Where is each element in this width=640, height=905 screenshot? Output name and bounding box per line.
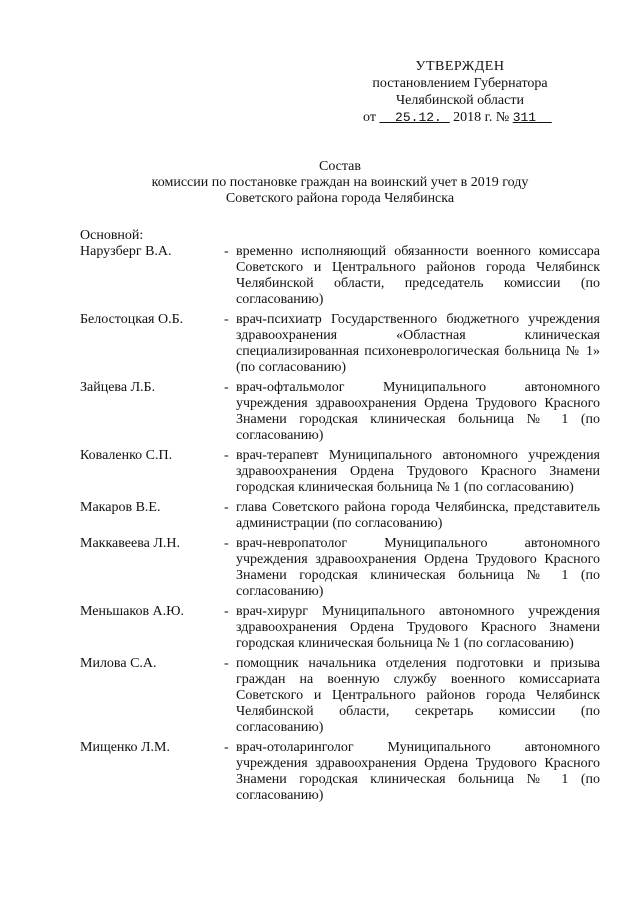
approval-line-2: Челябинской области — [396, 93, 524, 108]
title-line-2: комиссии по постановке граждан на воинский учет в 2019 году — [151, 175, 529, 190]
member-row — [80, 656, 600, 736]
approval-line-1: постановлением Губернатора — [372, 76, 548, 91]
member-role: временно исполняющий обязанности военного комиссара Советского и Центрального районов города Челябинск Челябинской области, председатель комиссии (по согласованию) — [236, 244, 600, 307]
approval-block — [360, 58, 560, 126]
member-name: Маккавеева Л.Н. — [80, 536, 180, 551]
member-dash: - — [224, 536, 229, 551]
member-dash: - — [224, 312, 229, 327]
member-row — [80, 244, 600, 308]
approval-date-line — [360, 109, 560, 126]
member-role: врач-офтальмолог Муниципального автономного учреждения здравоохранения Ордена Трудового Красного Знамени городская клиническая больница № 1 (по согласованию) — [236, 380, 600, 443]
member-role: врач-терапевт Муниципального автономного учреждения здравоохранения Ордена Трудового Красного Знамени городская клиническая больница № 1 (по согласованию) — [236, 448, 600, 495]
member-row — [80, 312, 600, 376]
title-line-3: Советского района города Челябинска — [225, 191, 455, 206]
member-row — [80, 448, 600, 496]
member-role: глава Советского района города Челябинска, представитель администрации (по согласованию) — [236, 500, 600, 531]
member-name: Зайцева Л.Б. — [80, 380, 156, 395]
date-year: 2018 г. № — [453, 110, 510, 125]
member-name: Мищенко Л.М. — [80, 740, 170, 755]
member-role: врач-психиатр Государственного бюджетного учреждения здравоохранения «Областная клиническая специализированная психоневрологическая больница № 1» (по согласованию) — [236, 312, 600, 375]
member-role: врач-невропатолог Муниципального автономного учреждения здравоохранения Ордена Трудового Красного Знамени городская клиническая больница № 1 (по согласованию) — [236, 536, 600, 599]
member-role: врач-отоларинголог Муниципального автономного учреждения здравоохранения Ордена Трудового Красного Знамени городская клиническая больница № 1 (по согласованию) — [236, 740, 600, 803]
section-label: Основной: — [80, 228, 144, 243]
date-prefix: от — [363, 110, 376, 125]
member-dash: - — [224, 740, 229, 755]
approval-heading: УТВЕРЖДЕН — [415, 59, 505, 74]
member-name: Коваленко С.П. — [80, 448, 173, 463]
member-role: врач-хирург Муниципального автономного учреждения здравоохранения Ордена Трудового Красного Знамени городская клиническая больница № 1 (по согласованию) — [236, 604, 600, 651]
member-name: Макаров В.Е. — [80, 500, 161, 515]
member-name: Милова С.А. — [80, 656, 157, 671]
member-row — [80, 740, 600, 804]
document-title — [80, 159, 600, 207]
member-row — [80, 536, 600, 600]
member-row — [80, 500, 600, 532]
member-dash: - — [224, 448, 229, 463]
member-dash: - — [224, 500, 229, 515]
title-line-1: Состав — [318, 159, 361, 174]
member-dash: - — [224, 604, 229, 619]
member-dash: - — [224, 380, 229, 395]
member-row — [80, 380, 600, 444]
member-dash: - — [224, 244, 229, 259]
member-list — [80, 244, 600, 808]
member-name: Меньшаков А.Ю. — [80, 604, 185, 619]
member-dash: - — [224, 656, 229, 671]
member-role: помощник начальника отделения подготовки и призыва граждан на военную службу военного комиссариата Советского и Центрального районов города Челябинск Челябинской области, секретарь комиссии (по согласованию) — [236, 656, 600, 735]
handwritten-date: 25.12. — [395, 110, 442, 125]
member-name: Нарузберг В.А. — [80, 244, 172, 259]
member-name: Белостоцкая О.Б. — [80, 312, 184, 327]
member-row — [80, 604, 600, 652]
handwritten-number: 311 — [512, 110, 537, 125]
